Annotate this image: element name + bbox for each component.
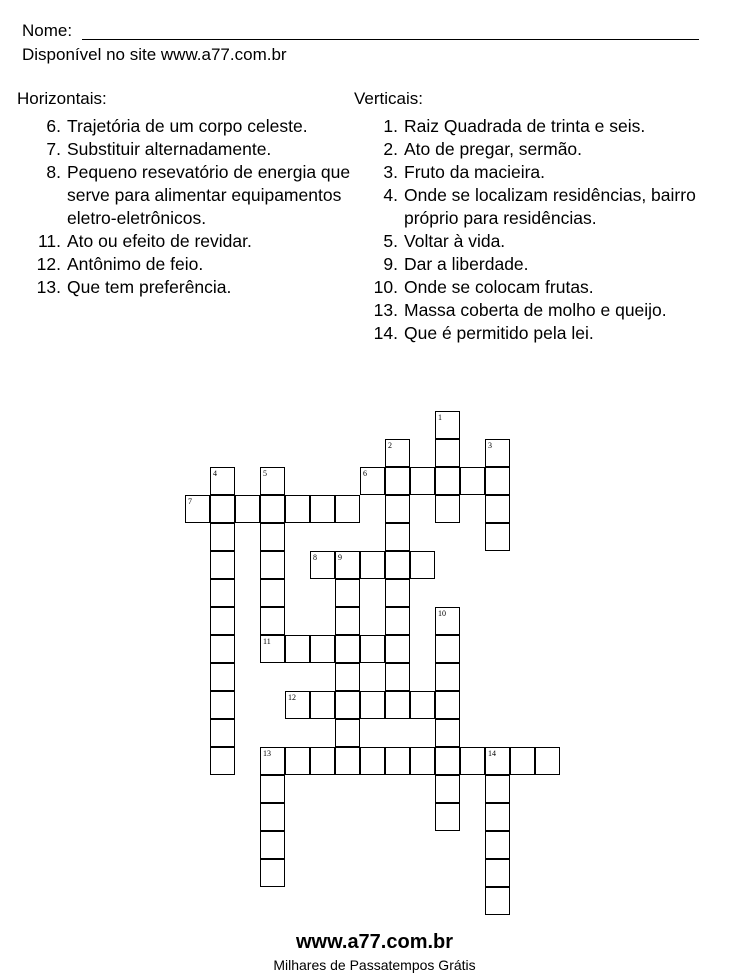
footer-url: www.a77.com.br (295, 931, 454, 953)
crossword-cell[interactable] (260, 579, 285, 607)
crossword-cell[interactable] (485, 887, 510, 915)
crossword-cell[interactable] (210, 551, 235, 579)
cell-clue-number: 14 (488, 749, 496, 758)
clue-text: Raiz Quadrada de trinta e seis. (404, 116, 646, 136)
cell-clue-number: 2 (388, 441, 392, 450)
crossword-cell[interactable] (385, 467, 410, 495)
crossword-cell[interactable] (260, 467, 285, 495)
crossword-cell[interactable] (385, 523, 410, 551)
clue-item (17, 115, 352, 138)
clue-text: Fruto da macieira. (404, 162, 546, 182)
clue-number: 2. (383, 139, 398, 159)
crossword-cell[interactable] (335, 635, 360, 663)
clue-number: 13. (36, 277, 61, 297)
clue-text: Onde se colocam frutas. (404, 277, 594, 297)
crossword-cell[interactable] (310, 551, 335, 579)
crossword-cell[interactable] (410, 691, 435, 719)
clue-text: Que é permitido pela lei. (404, 323, 594, 343)
crossword-cell[interactable] (385, 607, 410, 635)
clue-number: 9. (383, 254, 398, 274)
clue-text: Trajetória de um corpo celeste. (67, 116, 308, 136)
crossword-cell[interactable] (285, 635, 310, 663)
crossword-cell[interactable] (435, 663, 460, 691)
crossword-cell[interactable] (385, 439, 410, 467)
crossword-cell[interactable] (285, 747, 310, 775)
cell-clue-number: 11 (263, 637, 271, 646)
crossword-cell[interactable] (485, 831, 510, 859)
crossword-cell[interactable] (485, 747, 510, 775)
clue-item (354, 253, 744, 276)
crossword-cell[interactable] (210, 467, 235, 495)
crossword-cell[interactable] (335, 719, 360, 747)
crossword-cell[interactable] (385, 495, 410, 523)
clue-text: Dar a liberdade. (404, 254, 529, 274)
cell-clue-number: 13 (263, 749, 271, 758)
crossword-cell[interactable] (335, 691, 360, 719)
clue-item (17, 253, 352, 276)
crossword-cell[interactable] (260, 495, 285, 523)
crossword-cell[interactable] (435, 719, 460, 747)
crossword-cell[interactable] (335, 747, 360, 775)
clue-item (354, 322, 744, 345)
crossword-cell[interactable] (360, 635, 385, 663)
crossword-cell[interactable] (385, 691, 410, 719)
clue-text: Ato ou efeito de revidar. (67, 231, 252, 251)
crossword-cell[interactable] (260, 635, 285, 663)
crossword-cell[interactable] (210, 719, 235, 747)
clue-item (354, 230, 744, 253)
clue-item (354, 161, 744, 184)
cell-clue-number: 8 (313, 553, 317, 562)
crossword-cell[interactable] (285, 691, 310, 719)
clue-item (17, 276, 352, 299)
crossword-cell[interactable] (435, 691, 460, 719)
crossword-cell[interactable] (260, 523, 285, 551)
crossword-cell[interactable] (285, 495, 310, 523)
crossword-cell[interactable] (260, 803, 285, 831)
crossword-cell[interactable] (310, 691, 335, 719)
crossword-cell[interactable] (485, 803, 510, 831)
crossword-cell[interactable] (485, 859, 510, 887)
crossword-cell[interactable] (310, 635, 335, 663)
crossword-cell[interactable] (210, 607, 235, 635)
crossword-cell[interactable] (210, 495, 235, 523)
clue-number: 13. (373, 300, 398, 320)
clue-item (17, 138, 352, 161)
crossword-cell[interactable] (485, 467, 510, 495)
cell-clue-number: 9 (338, 553, 342, 562)
horizontais-clues (17, 115, 352, 299)
cell-clue-number: 1 (438, 413, 442, 422)
crossword-cell[interactable] (210, 579, 235, 607)
crossword-cell[interactable] (260, 775, 285, 803)
name-line[interactable] (82, 39, 699, 40)
crossword-cell[interactable] (310, 495, 335, 523)
crossword-cell[interactable] (210, 635, 235, 663)
crossword-cell[interactable] (235, 495, 260, 523)
crossword-cell[interactable] (435, 411, 460, 439)
cell-clue-number: 6 (363, 469, 367, 478)
crossword-cell[interactable] (385, 663, 410, 691)
clue-text: Antônimo de feio. (67, 254, 204, 274)
clue-number: 5. (383, 231, 398, 251)
crossword-cell[interactable] (460, 467, 485, 495)
crossword-cell[interactable] (210, 691, 235, 719)
crossword-cell[interactable] (260, 607, 285, 635)
crossword-cell[interactable] (335, 579, 360, 607)
crossword-cell[interactable] (435, 635, 460, 663)
crossword-cell[interactable] (410, 467, 435, 495)
verticais-title: Verticais: (354, 89, 423, 108)
clue-text: Massa coberta de molho e queijo. (404, 300, 667, 320)
cell-clue-number: 5 (263, 469, 267, 478)
clue-number: 11. (37, 231, 61, 251)
horizontais-title: Horizontais: (17, 89, 107, 108)
clue-text: Pequeno resevatório de energia que serve para alimentar equipamentos eletro-eletrônicos. (67, 162, 351, 228)
crossword-cell[interactable] (360, 551, 385, 579)
crossword-cell[interactable] (260, 831, 285, 859)
crossword-cell[interactable] (485, 523, 510, 551)
clue-item (17, 230, 352, 253)
clue-item (354, 299, 744, 322)
crossword-cell[interactable] (335, 607, 360, 635)
crossword-cell[interactable] (485, 495, 510, 523)
clue-item (17, 161, 352, 230)
crossword-cell[interactable] (335, 551, 360, 579)
clue-number: 10. (373, 277, 398, 297)
clue-number: 8. (46, 162, 61, 182)
site-line: Disponível no site www.a77.com.br (22, 45, 287, 64)
cell-clue-number: 3 (488, 441, 492, 450)
clue-item (354, 184, 744, 230)
clue-text: Voltar à vida. (404, 231, 506, 251)
crossword-cell[interactable] (435, 467, 460, 495)
crossword-cell[interactable] (260, 859, 285, 887)
clue-number: 3. (383, 162, 398, 182)
clue-item (354, 276, 744, 299)
crossword-cell[interactable] (360, 691, 385, 719)
crossword-cell[interactable] (260, 551, 285, 579)
crossword-cell[interactable] (435, 607, 460, 635)
clue-number: 4. (383, 185, 398, 205)
crossword-cell[interactable] (510, 747, 535, 775)
clue-number: 1. (383, 116, 398, 136)
crossword-cell[interactable] (210, 523, 235, 551)
crossword-cell[interactable] (385, 635, 410, 663)
crossword-cell[interactable] (360, 467, 385, 495)
crossword-cell[interactable] (435, 803, 460, 831)
crossword-cell[interactable] (460, 747, 485, 775)
cell-clue-number: 7 (188, 497, 192, 506)
clue-number: 6. (46, 116, 61, 136)
name-label: Nome: (22, 21, 73, 40)
clue-number: 12. (36, 254, 61, 274)
crossword-cell[interactable] (435, 775, 460, 803)
crossword-cell[interactable] (310, 747, 335, 775)
crossword-cell[interactable] (360, 747, 385, 775)
crossword-cell[interactable] (435, 439, 460, 467)
cell-clue-number: 4 (213, 469, 217, 478)
footer-subtitle: Milhares de Passatempos Grátis (273, 957, 476, 973)
crossword-cell[interactable] (435, 495, 460, 523)
verticais-clues (354, 115, 744, 345)
cell-clue-number: 12 (288, 693, 296, 702)
crossword-cell[interactable] (535, 747, 560, 775)
crossword-cell[interactable] (435, 747, 460, 775)
clue-item (354, 138, 744, 161)
crossword-cell[interactable] (410, 747, 435, 775)
clue-text: Ato de pregar, sermão. (404, 139, 583, 159)
cell-clue-number: 10 (438, 609, 446, 618)
crossword-cell[interactable] (210, 663, 235, 691)
crossword-cell[interactable] (410, 551, 435, 579)
crossword-cell[interactable] (485, 439, 510, 467)
crossword-cell[interactable] (385, 747, 410, 775)
clue-item (354, 115, 744, 138)
crossword-cell[interactable] (210, 747, 235, 775)
crossword-cell[interactable] (385, 579, 410, 607)
crossword-cell[interactable] (385, 551, 410, 579)
clue-number: 14. (373, 323, 398, 343)
crossword-cell[interactable] (335, 495, 360, 523)
crossword-cell[interactable] (260, 747, 285, 775)
crossword-cell[interactable] (335, 663, 360, 691)
clue-text: Que tem preferência. (67, 277, 232, 297)
clue-text: Substituir alternadamente. (67, 139, 272, 159)
clue-text: Onde se localizam residências, bairro próprio para residências. (404, 185, 696, 228)
crossword-cell[interactable] (185, 495, 210, 523)
clue-number: 7. (46, 139, 61, 159)
crossword-cell[interactable] (485, 775, 510, 803)
